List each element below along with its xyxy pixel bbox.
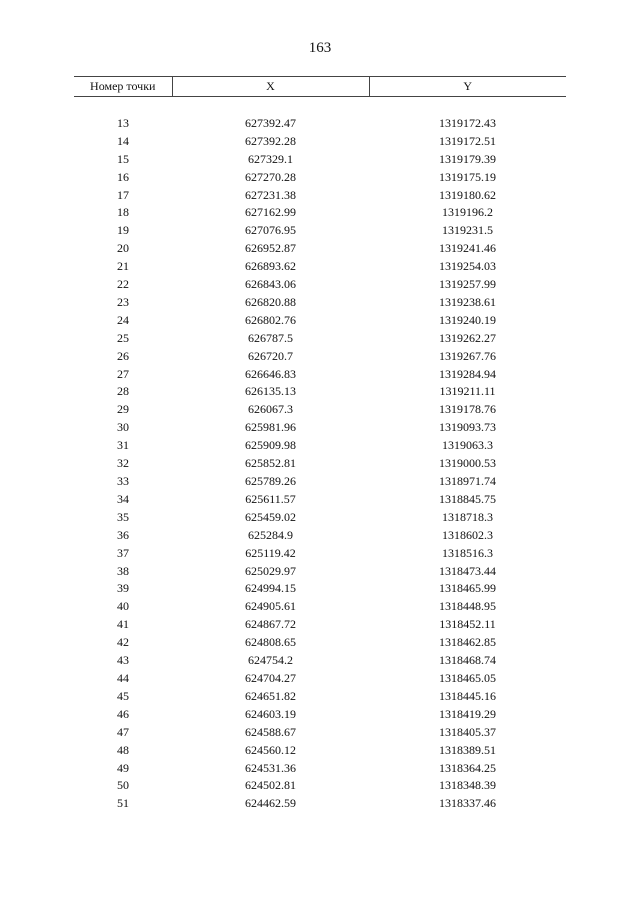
table-body — [74, 97, 566, 814]
table-row — [74, 670, 566, 688]
coordinates-table — [74, 76, 566, 813]
cell-x: 625852.81 — [245, 456, 296, 471]
cell-x: 626787.5 — [248, 330, 293, 345]
cell-point-number: 32 — [117, 456, 129, 471]
table-row — [74, 598, 566, 616]
cell-y: 1319180.62 — [439, 187, 496, 202]
cell-x: 624754.2 — [248, 653, 293, 668]
cell-y: 1318468.74 — [439, 653, 496, 668]
cell-point-number: 29 — [117, 402, 129, 417]
table-row — [74, 169, 566, 187]
table-row — [74, 312, 566, 330]
cell-x: 624704.27 — [245, 670, 296, 685]
table-row — [74, 187, 566, 205]
cell-point-number: 44 — [117, 670, 129, 685]
cell-point-number: 51 — [117, 796, 129, 811]
header-x: X — [172, 77, 369, 97]
cell-y: 1318462.85 — [439, 635, 496, 650]
cell-x: 626646.83 — [245, 366, 296, 381]
cell-point-number: 24 — [117, 312, 129, 327]
table-row — [74, 742, 566, 760]
cell-point-number: 39 — [117, 581, 129, 596]
cell-point-number: 43 — [117, 653, 129, 668]
cell-point-number: 21 — [117, 259, 129, 274]
cell-x: 624867.72 — [245, 617, 296, 632]
cell-y: 1318602.3 — [442, 527, 493, 542]
cell-y: 1318465.99 — [439, 581, 496, 596]
cell-y: 1319175.19 — [439, 169, 496, 184]
cell-y: 1318971.74 — [439, 474, 496, 489]
table-row — [74, 652, 566, 670]
table-row — [74, 204, 566, 222]
table-row — [74, 795, 566, 813]
cell-y: 1319093.73 — [439, 420, 496, 435]
cell-x: 624502.81 — [245, 778, 296, 793]
cell-y: 1318465.05 — [439, 670, 496, 685]
cell-x: 625981.96 — [245, 420, 296, 435]
cell-y: 1319172.43 — [439, 115, 496, 130]
cell-point-number: 36 — [117, 527, 129, 542]
cell-point-number: 17 — [117, 187, 129, 202]
cell-x: 626067.3 — [248, 402, 293, 417]
table-row — [74, 509, 566, 527]
cell-y: 1319257.99 — [439, 277, 496, 292]
cell-point-number: 14 — [117, 133, 129, 148]
cell-point-number: 31 — [117, 438, 129, 453]
cell-x: 625119.42 — [245, 545, 296, 560]
cell-x: 624603.19 — [245, 706, 296, 721]
table-header-row — [74, 77, 566, 97]
table-row — [74, 527, 566, 545]
cell-x: 626720.7 — [248, 348, 293, 363]
cell-x: 626135.13 — [245, 384, 296, 399]
cell-y: 1319063.3 — [442, 438, 493, 453]
cell-x: 624994.15 — [245, 581, 296, 596]
cell-point-number: 19 — [117, 223, 129, 238]
cell-x: 625459.02 — [245, 509, 296, 524]
table-row — [74, 688, 566, 706]
cell-x: 624808.65 — [245, 635, 296, 650]
page-number: 163 — [308, 40, 332, 56]
cell-y: 1318448.95 — [439, 599, 496, 614]
cell-point-number: 27 — [117, 366, 129, 381]
table-row — [74, 455, 566, 473]
cell-y: 1318718.3 — [442, 509, 493, 524]
cell-y: 1319178.76 — [439, 402, 496, 417]
cell-point-number: 15 — [117, 151, 129, 166]
table-row — [74, 294, 566, 312]
cell-x: 624905.61 — [245, 599, 296, 614]
cell-y: 1318389.51 — [439, 742, 496, 757]
table-row — [74, 151, 566, 169]
cell-point-number: 30 — [117, 420, 129, 435]
cell-point-number: 45 — [117, 688, 129, 703]
table-row — [74, 437, 566, 455]
table-row — [74, 276, 566, 294]
cell-point-number: 42 — [117, 635, 129, 650]
cell-y: 1319241.46 — [439, 241, 496, 256]
cell-y: 1318405.37 — [439, 724, 496, 739]
cell-x: 624531.36 — [245, 760, 296, 775]
table-row — [74, 724, 566, 742]
cell-x: 625789.26 — [245, 474, 296, 489]
table-spacer — [74, 97, 566, 115]
cell-y: 1319267.76 — [439, 348, 496, 363]
cell-point-number: 26 — [117, 348, 129, 363]
cell-x: 625611.57 — [245, 491, 296, 506]
cell-point-number: 49 — [117, 760, 129, 775]
table-row — [74, 366, 566, 384]
cell-x: 624560.12 — [245, 742, 296, 757]
cell-y: 1318445.16 — [439, 688, 496, 703]
cell-point-number: 38 — [117, 563, 129, 578]
table-row — [74, 473, 566, 491]
cell-y: 1318845.75 — [439, 491, 496, 506]
cell-x: 624462.59 — [245, 796, 296, 811]
cell-point-number: 25 — [117, 330, 129, 345]
cell-point-number: 13 — [117, 115, 129, 130]
table-row — [74, 545, 566, 563]
cell-y: 1318452.11 — [439, 617, 496, 632]
table-row — [74, 419, 566, 437]
cell-y: 1319172.51 — [439, 133, 496, 148]
cell-point-number: 40 — [117, 599, 129, 614]
cell-x: 625909.98 — [245, 438, 296, 453]
cell-x: 626820.88 — [245, 294, 296, 309]
cell-y: 1319238.61 — [439, 294, 496, 309]
table-row — [74, 760, 566, 778]
cell-y: 1319231.5 — [442, 223, 493, 238]
cell-point-number: 48 — [117, 742, 129, 757]
cell-point-number: 33 — [117, 474, 129, 489]
table-row — [74, 133, 566, 151]
cell-y: 1319254.03 — [439, 259, 496, 274]
cell-x: 625284.9 — [248, 527, 293, 542]
table-row — [74, 401, 566, 419]
cell-y: 1318516.3 — [442, 545, 493, 560]
cell-x: 627162.99 — [245, 205, 296, 220]
table-row — [74, 222, 566, 240]
cell-y: 1318419.29 — [439, 706, 496, 721]
cell-point-number: 46 — [117, 706, 129, 721]
cell-x: 627329.1 — [248, 151, 293, 166]
cell-x: 627231.38 — [245, 187, 296, 202]
cell-point-number: 37 — [117, 545, 129, 560]
header-y: Y — [369, 77, 566, 97]
cell-x: 624651.82 — [245, 688, 296, 703]
cell-y: 1319240.19 — [439, 312, 496, 327]
cell-x: 626893.62 — [245, 259, 296, 274]
cell-x: 627270.28 — [245, 169, 296, 184]
table-row — [74, 706, 566, 724]
cell-y: 1319179.39 — [439, 151, 496, 166]
cell-point-number: 41 — [117, 617, 129, 632]
table-row — [74, 240, 566, 258]
header-point-number: Номер точки — [74, 77, 172, 97]
cell-x: 625029.97 — [245, 563, 296, 578]
cell-y: 1319000.53 — [439, 456, 496, 471]
cell-point-number: 50 — [117, 778, 129, 793]
cell-x: 626843.06 — [245, 277, 296, 292]
table-row — [74, 383, 566, 401]
table-row — [74, 580, 566, 598]
cell-point-number: 34 — [117, 491, 129, 506]
cell-y: 1318473.44 — [439, 563, 496, 578]
cell-y: 1318337.46 — [439, 796, 496, 811]
table-row — [74, 258, 566, 276]
table-row — [74, 563, 566, 581]
cell-y: 1319211.11 — [439, 384, 496, 399]
cell-point-number: 47 — [117, 724, 129, 739]
cell-point-number: 28 — [117, 384, 129, 399]
cell-point-number: 22 — [117, 277, 129, 292]
cell-x: 627392.28 — [245, 133, 296, 148]
cell-x: 627076.95 — [245, 223, 296, 238]
table-row — [74, 330, 566, 348]
cell-point-number: 16 — [117, 169, 129, 184]
cell-x: 624588.67 — [245, 724, 296, 739]
cell-x: 626952.87 — [245, 241, 296, 256]
cell-y: 1319284.94 — [439, 366, 496, 381]
table-row — [74, 777, 566, 795]
cell-y: 1318364.25 — [439, 760, 496, 775]
cell-point-number: 35 — [117, 509, 129, 524]
cell-point-number: 20 — [117, 241, 129, 256]
cell-y: 1319262.27 — [439, 330, 496, 345]
table-row — [74, 115, 566, 133]
table-row — [74, 491, 566, 509]
cell-x: 626802.76 — [245, 312, 296, 327]
cell-y: 1319196.2 — [442, 205, 493, 220]
cell-point-number: 18 — [117, 205, 129, 220]
table-row — [74, 634, 566, 652]
cell-x: 627392.47 — [245, 115, 296, 130]
cell-y: 1318348.39 — [439, 778, 496, 793]
table-row — [74, 348, 566, 366]
cell-point-number: 23 — [117, 294, 129, 309]
table-row — [74, 616, 566, 634]
